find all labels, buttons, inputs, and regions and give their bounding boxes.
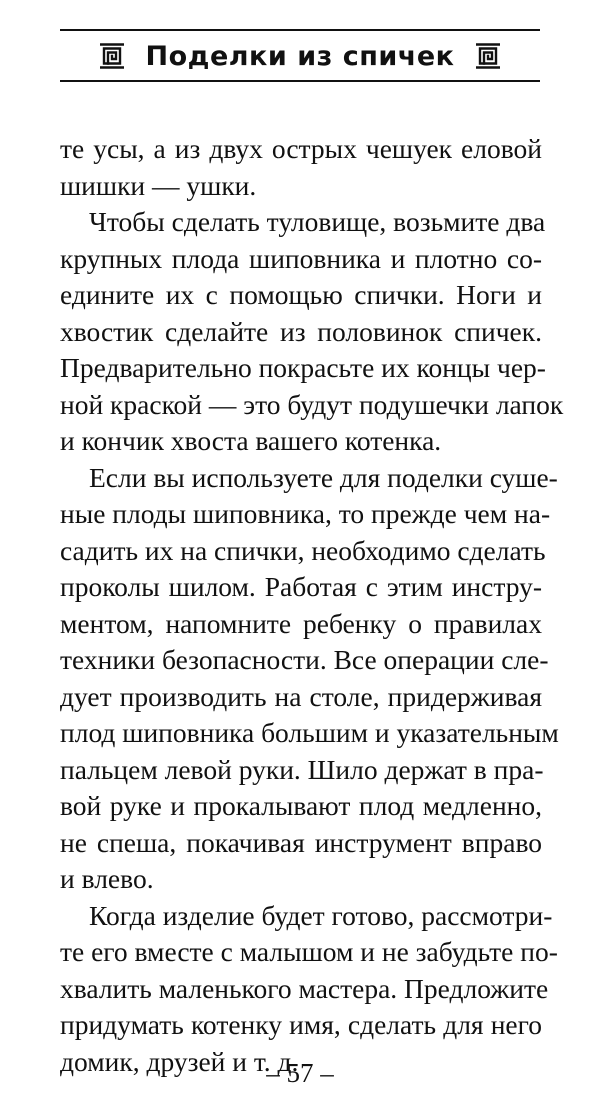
text-line: те усы, а из двух острых чешуек еловой (60, 133, 542, 164)
text-line: не спеша, покачивая инструмент вправо (60, 826, 542, 858)
text-line: Если вы используете для поделки суше- (89, 461, 558, 493)
text-line: вой руке и прокалывают плод медленно, (60, 790, 542, 821)
text-line: Когда изделие будет готово, рассмотри- (89, 899, 553, 931)
text-line: шишки — ушки. (60, 169, 257, 201)
text-line: ментом, напомните ребенку о правилах (60, 607, 542, 639)
header-bottom-rule (60, 80, 540, 82)
text-line: плод шиповника большим и указательным (60, 717, 559, 748)
text-line: хвостик сделайте из половинок спичек. (60, 315, 542, 347)
text-line: и влево. (60, 863, 154, 894)
text-line: те его вместе с малышом и не забудьте по- (60, 936, 558, 967)
page-number: – 57 – (266, 1058, 334, 1088)
greek-key-ornament-icon (476, 43, 500, 69)
text-line: домик, друзей и т. д. (60, 1045, 299, 1077)
paragraph (60, 898, 558, 1081)
running-header-title: Поделки из спичек (145, 40, 455, 72)
text-line: Предварительно покрасьте их концы чер- (60, 352, 546, 383)
header-top-rule (60, 29, 540, 31)
text-line: ной краской — это будут подушечки лапок (60, 388, 564, 420)
paragraph (60, 460, 559, 898)
text-line: Чтобы сделать туловище, возьмите два (89, 206, 546, 237)
text-line: садить их на спички, необходимо сделать (60, 534, 546, 566)
text-line: ные плоды шиповника, то прежде чем на- (60, 498, 551, 529)
text-line: крупных плода шиповника и плотно со- (60, 242, 542, 274)
text-line: едините их с помощью спички. Ноги и (60, 279, 542, 310)
text-line: и кончик хвоста вашего котенка. (60, 425, 442, 456)
greek-key-ornament-icon (100, 43, 124, 69)
running-header (60, 36, 540, 76)
text-line: хвалить маленького мастера. Предложите (60, 972, 549, 1004)
text-line: проколы шилом. Работая с этим инстру- (60, 571, 542, 602)
paragraph (60, 204, 564, 460)
text-line: техники безопасности. Все операции сле- (60, 644, 549, 675)
text-line: придумать котенку имя, сделать для него (60, 1009, 542, 1040)
page-body (60, 131, 564, 1080)
text-line: пальцем левой руки. Шило держат в пра- (60, 753, 544, 785)
text-line: дует производить на столе, придерживая (60, 680, 542, 712)
paragraph (60, 131, 542, 204)
